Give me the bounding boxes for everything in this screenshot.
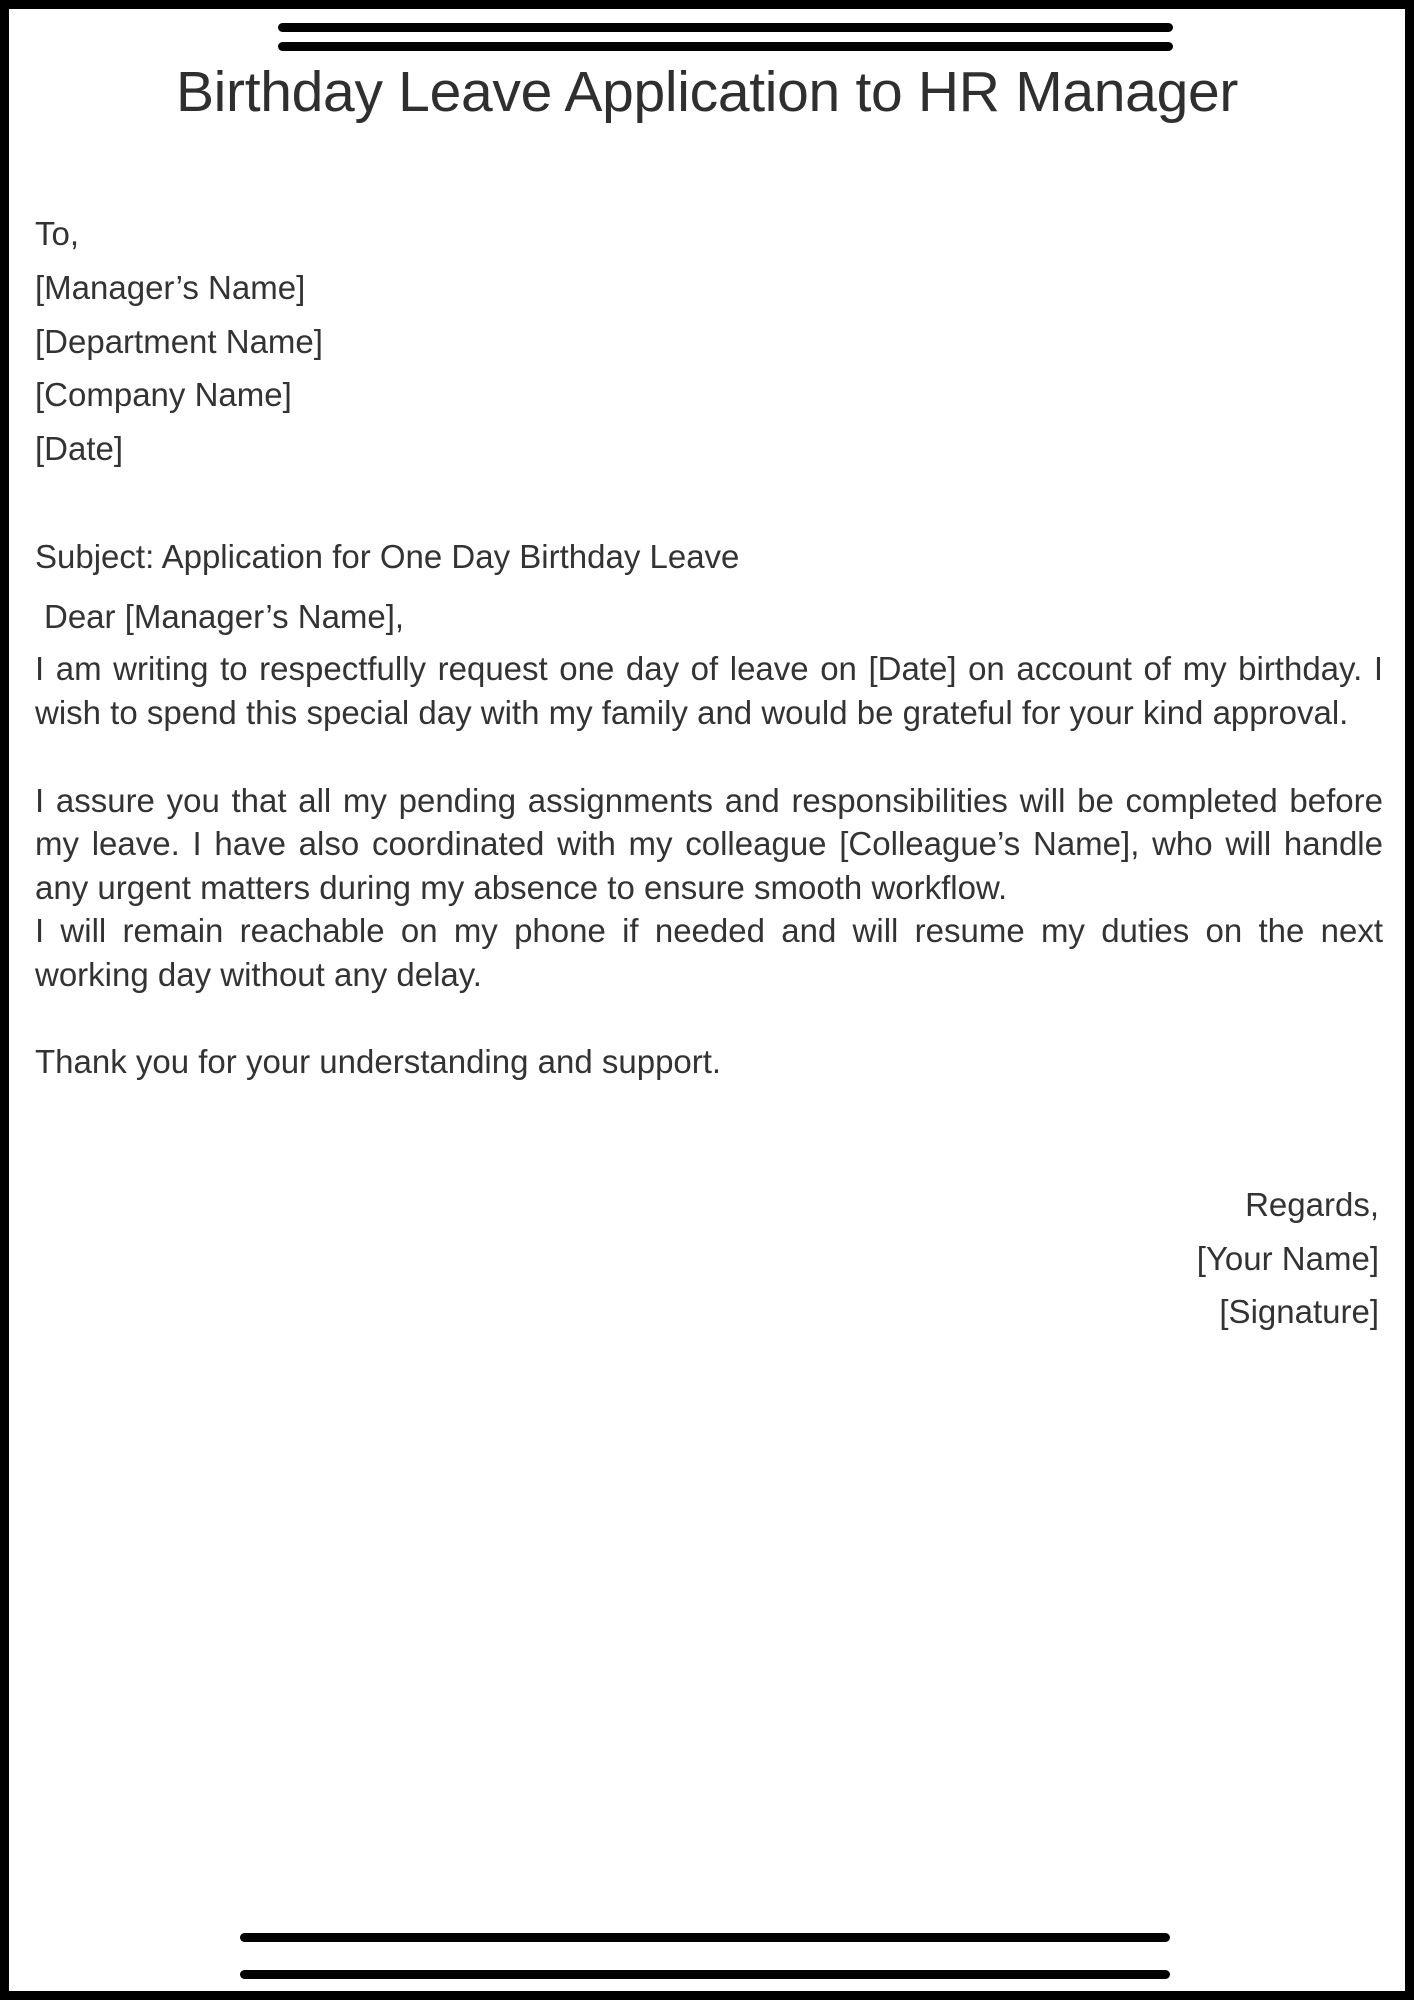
closing-signature: [Signature] — [1219, 1293, 1379, 1331]
subject-line: Subject: Application for One Day Birthday Leave — [35, 537, 740, 575]
spacer-before-closing-2 — [35, 1138, 1383, 1178]
address-department-name: [Department Name] — [35, 322, 323, 360]
top-decorative-rules — [9, 23, 1405, 51]
bottom-rule-first — [240, 1933, 1170, 1942]
letter-sheet — [9, 9, 1405, 1991]
bottom-rule-second — [240, 1970, 1170, 1979]
address-date: [Date] — [35, 430, 124, 468]
paragraph-request: I am writing to respectfully request one day of leave on [Date] on account of my birthday. I wish to spend this special day with my family and would be grateful for your kind approval. — [35, 650, 1383, 732]
address-to-label: To, — [35, 215, 80, 252]
top-rule-second — [278, 42, 1173, 51]
letter-body — [35, 207, 1383, 1339]
spacer-between-paragraphs-1 — [35, 735, 1383, 779]
closing-block — [35, 1178, 1383, 1339]
closing-regards: Regards, — [1245, 1185, 1379, 1223]
address-block — [35, 207, 1383, 476]
salutation-line: Dear [Manager’s Name], — [44, 597, 405, 635]
paragraph-thanks: Thank you for your understanding and support. — [35, 1043, 722, 1081]
spacer-after-address — [35, 476, 1383, 530]
spacer-between-paragraphs-2 — [35, 996, 1383, 1040]
address-company-name: [Company Name] — [35, 376, 292, 414]
top-rule-first — [278, 23, 1173, 32]
spacer-before-closing — [35, 1084, 1383, 1138]
page-title: Birthday Leave Application to HR Manager — [175, 60, 1239, 124]
closing-your-name: [Your Name] — [1196, 1239, 1379, 1277]
paragraph-assurance: I assure you that all my pending assignments and responsibilities will be completed before my leave. I have also coordinated with my colleague [Colleague’s Name], who will handle any urgent matters during my absence to ensure smooth workflow. — [35, 781, 1383, 906]
bottom-decorative-rules — [9, 1933, 1405, 1979]
paragraph-reachability: I will remain reachable on my phone if needed and will resume my duties on the next working day without any delay. — [35, 912, 1383, 993]
address-manager-name: [Manager’s Name] — [35, 268, 306, 306]
